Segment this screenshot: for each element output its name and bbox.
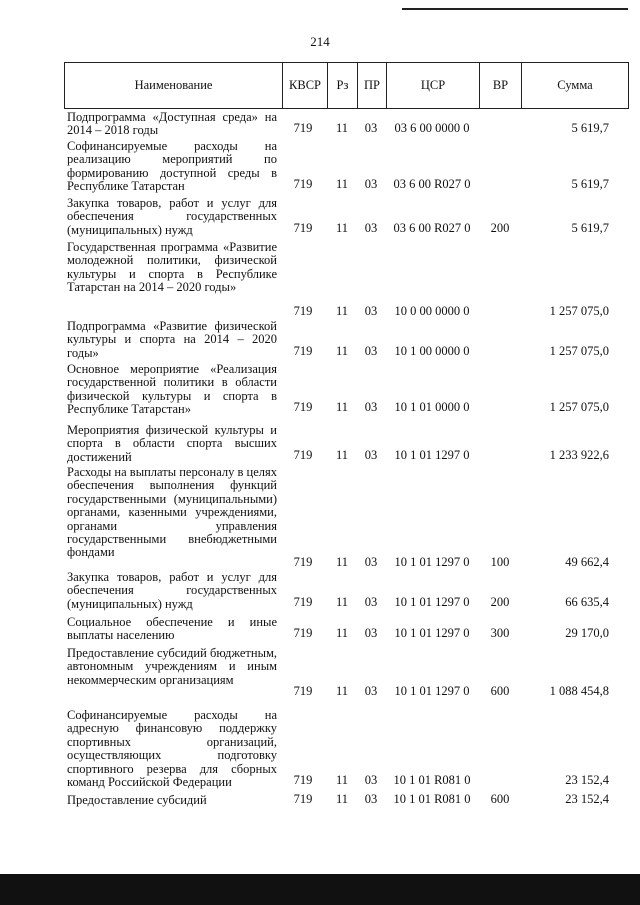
row-csr: 10 1 00 0000 0 — [394, 344, 470, 358]
row-rz: 11 — [335, 304, 349, 318]
row-kvsr: 719 — [293, 400, 313, 414]
row-rz: 11 — [335, 555, 349, 569]
row-pr: 03 — [364, 684, 378, 698]
row-name: Софинансируемые расходы на реализацию мероприятий по формированию доступной среды в Республике Татарстан — [67, 139, 277, 194]
row-pr: 03 — [364, 448, 378, 462]
row-rz: 11 — [335, 121, 349, 135]
row-kvsr: 719 — [293, 448, 313, 462]
row-sum: 29 170,0 — [565, 626, 609, 640]
row-csr: 10 1 01 R081 0 — [393, 792, 471, 806]
row-name: Закупка товаров, работ и услуг для обеспечения государственных (муниципальных) нужд — [67, 570, 277, 611]
row-rz: 11 — [335, 626, 349, 640]
row-name: Закупка товаров, работ и услуг для обеспечения государственных (муниципальных) нужд — [67, 196, 277, 237]
header-pr: ПР — [357, 63, 386, 108]
row-kvsr: 719 — [293, 792, 313, 806]
row-pr: 03 — [364, 121, 378, 135]
row-vr: 200 — [490, 221, 510, 235]
row-rz: 11 — [335, 773, 349, 787]
row-csr: 10 1 01 1297 0 — [394, 555, 470, 569]
table-row — [0, 140, 640, 193]
row-pr: 03 — [364, 400, 378, 414]
row-name: Расходы на выплаты персоналу в целях обеспечения выполнения функций государственными (муниципальными) органами, казенными учреждениями, органами управления государственными внебюджетными фондами — [67, 465, 277, 560]
row-vr: 300 — [490, 626, 510, 640]
row-kvsr: 719 — [293, 626, 313, 640]
row-name: Мероприятия физической культуры и спорта в области спорта высших достижений — [67, 423, 277, 464]
row-name: Основное мероприятие «Реализация государственной политики в области физической культуры и спорта в Республике Татарстан» — [67, 362, 277, 417]
row-sum: 5 619,7 — [571, 177, 609, 191]
row-pr: 03 — [364, 792, 378, 806]
row-kvsr: 719 — [293, 684, 313, 698]
row-csr: 03 6 00 0000 0 — [394, 121, 470, 135]
header-vr: ВР — [479, 63, 521, 108]
row-kvsr: 719 — [293, 595, 313, 609]
row-name: Подпрограмма «Доступная среда» на 2014 – 2018 годы — [67, 110, 277, 138]
row-rz: 11 — [335, 792, 349, 806]
table-row — [0, 363, 640, 416]
table-row — [0, 241, 640, 320]
row-pr: 03 — [364, 344, 378, 358]
row-pr: 03 — [364, 221, 378, 235]
row-rz: 11 — [335, 177, 349, 191]
row-rz: 11 — [335, 400, 349, 414]
row-sum: 1 257 075,0 — [549, 304, 609, 318]
row-csr: 10 1 01 1297 0 — [394, 595, 470, 609]
row-sum: 1 257 075,0 — [549, 344, 609, 358]
row-kvsr: 719 — [293, 304, 313, 318]
row-vr: 200 — [490, 595, 510, 609]
row-name: Предоставление субсидий бюджетным, автономным учреждениям и иным некоммерческим организациям — [67, 646, 277, 687]
row-kvsr: 719 — [293, 344, 313, 358]
row-csr: 10 1 01 1297 0 — [394, 684, 470, 698]
row-name: Социальное обеспечение и иные выплаты населению — [67, 615, 277, 643]
row-kvsr: 719 — [293, 121, 313, 135]
row-pr: 03 — [364, 773, 378, 787]
row-vr: 600 — [490, 792, 510, 806]
header-kvsr: КВСР — [282, 63, 327, 108]
header-csr: ЦСР — [386, 63, 479, 108]
row-kvsr: 719 — [293, 555, 313, 569]
row-name: Подпрограмма «Развитие физической культуры и спорта на 2014 – 2020 годы» — [67, 319, 277, 360]
row-rz: 11 — [335, 684, 349, 698]
row-rz: 11 — [335, 221, 349, 235]
row-kvsr: 719 — [293, 221, 313, 235]
row-sum: 66 635,4 — [565, 595, 609, 609]
row-rz: 11 — [335, 448, 349, 462]
bottom-bar — [0, 874, 640, 905]
row-vr: 600 — [490, 684, 510, 698]
row-pr: 03 — [364, 626, 378, 640]
table-row — [0, 424, 640, 464]
row-kvsr: 719 — [293, 177, 313, 191]
row-sum: 49 662,4 — [565, 555, 609, 569]
row-pr: 03 — [364, 177, 378, 191]
row-csr: 10 0 00 0000 0 — [394, 304, 470, 318]
row-pr: 03 — [364, 555, 378, 569]
row-csr: 03 6 00 R027 0 — [393, 177, 471, 191]
row-name: Государственная программа «Развитие молодежной политики, физической культуры и спорта в Республике Татарстан на 2014 – 2020 годы» — [67, 240, 277, 295]
row-csr: 10 1 01 0000 0 — [394, 400, 470, 414]
row-sum: 5 619,7 — [571, 121, 609, 135]
row-csr: 10 1 01 1297 0 — [394, 626, 470, 640]
table-row — [0, 616, 640, 642]
table-row — [0, 709, 640, 789]
header-sum: Сумма — [521, 63, 628, 108]
row-vr: 100 — [490, 555, 510, 569]
row-rz: 11 — [335, 344, 349, 358]
row-sum: 23 152,4 — [565, 773, 609, 787]
row-sum: 5 619,7 — [571, 221, 609, 235]
page-number: 214 — [310, 34, 330, 49]
table-row — [0, 794, 640, 808]
row-csr: 10 1 01 1297 0 — [394, 448, 470, 462]
row-pr: 03 — [364, 304, 378, 318]
row-sum: 1 257 075,0 — [549, 400, 609, 414]
row-name: Софинансируемые расходы на адресную финансовую поддержку спортивных организаций, осуществляющих подготовку спортивного резерва для сборных команд Российской Федерации — [67, 708, 277, 790]
row-kvsr: 719 — [293, 773, 313, 787]
header-name: Наименование — [134, 78, 213, 92]
row-sum: 1 088 454,8 — [549, 684, 609, 698]
header-rz: Рз — [327, 63, 357, 108]
table-row — [0, 320, 640, 360]
row-name: Предоставление субсидий — [67, 793, 207, 807]
row-csr: 10 1 01 R081 0 — [393, 773, 471, 787]
table-row — [0, 647, 640, 700]
table-row — [0, 571, 640, 611]
table-row — [0, 197, 640, 237]
table-row — [0, 466, 640, 571]
row-sum: 1 233 922,6 — [549, 448, 609, 462]
row-csr: 03 6 00 R027 0 — [393, 221, 471, 235]
row-rz: 11 — [335, 595, 349, 609]
row-pr: 03 — [364, 595, 378, 609]
row-sum: 23 152,4 — [565, 792, 609, 806]
table-row — [0, 111, 640, 137]
